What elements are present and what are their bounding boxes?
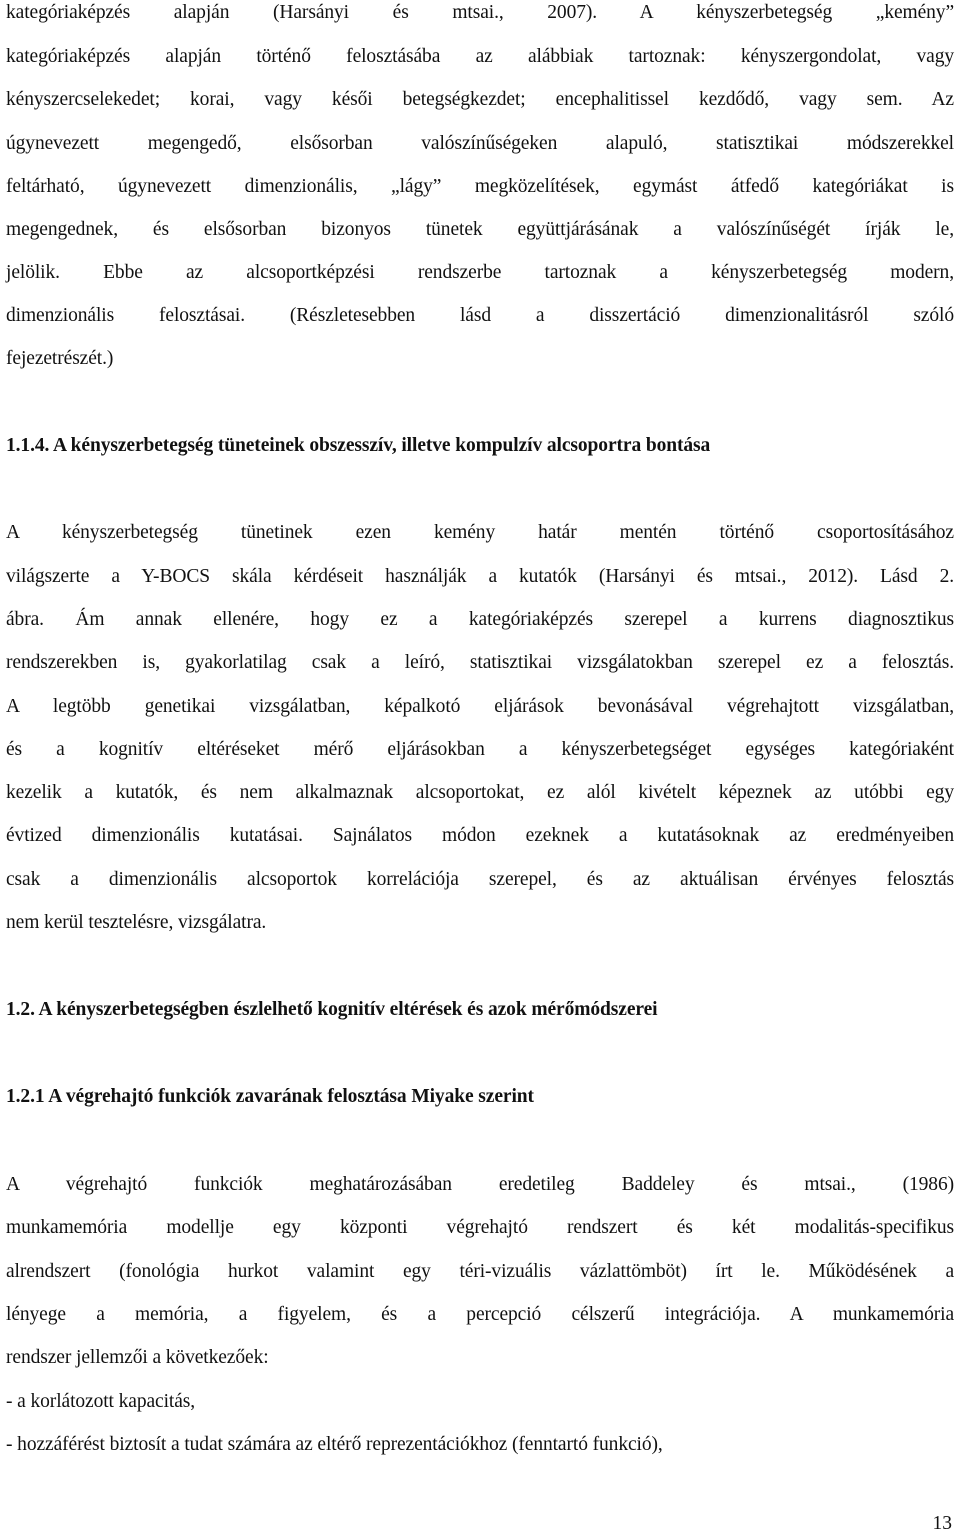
text-line: dimenzionális felosztásai. (Részletesebben lásd a disszertáció dimenzionalitásról szóló — [6, 305, 954, 326]
text-line: világszerte a Y-BOCS skála kérdéseit használják a kutatók (Harsányi és mtsai., 2012). Lásd 2. — [6, 566, 954, 587]
text-line: A végrehajtó funkciók meghatározásában eredetileg Baddeley és mtsai., (1986) — [6, 1174, 954, 1195]
text-line: A legtöbb genetikai vizsgálatban, képalkotó eljárások bevonásával végrehajtott vizsgálatban, — [6, 696, 954, 717]
text-line: úgynevezett megengedő, elsősorban valószínűségeken alapuló, statisztikai módszerekkel — [6, 133, 954, 154]
text-line: munkamemória modellje egy központi végrehajtó rendszert és két modalitás-specifikus — [6, 1217, 954, 1238]
text-line: A kényszerbetegség tünetinek ezen kemény határ mentén történő csoportosításához — [6, 522, 954, 543]
list-item: - hozzáférést biztosít a tudat számára az eltérő reprezentációkhoz (fenntartó funkció), — [6, 1434, 663, 1455]
text-line: megengednek, és elsősorban bizonyos tünetek együttjárásának a valószínűségét írják le, — [6, 219, 954, 240]
text-line: lényege a memória, a figyelem, és a percepció célszerű integrációja. A munkamemória — [6, 1304, 954, 1325]
text-line: évtized dimenzionális kutatásai. Sajnálatos módon ezeknek a kutatásoknak az eredményeiben — [6, 825, 954, 846]
text-line: jelölik. Ebbe az alcsoportképzési rendszerbe tartoznak a kényszerbetegség modern, — [6, 262, 954, 283]
text-line: rendszerekben is, gyakorlatilag csak a leíró, statisztikai vizsgálatokban szerepel ez a felosztás. — [6, 652, 954, 673]
text-line: ábra. Ám annak ellenére, hogy ez a kategóriaképzés szerepel a kurrens diagnosztikus — [6, 609, 954, 630]
text-line: feltárható, úgynevezett dimenzionális, „lágy” megközelítések, egymást átfedő kategóriákat is — [6, 176, 954, 197]
text-line: kényszercselekedet; korai, vagy késői betegségkezdet; encephalitissel kezdődő, vagy sem. Az — [6, 89, 954, 110]
text-line: kategóriaképzés alapján történő felosztásába az alábbiak tartoznak: kényszergondolat, vagy — [6, 46, 954, 67]
text-line: kategóriaképzés alapján (Harsányi és mtsai., 2007). A kényszerbetegség „kemény” — [6, 2, 954, 23]
text-line: alrendszert (fonológia hurkot valamint egy téri-vizuális vázlattömböt) írt le. Működésének a — [6, 1261, 954, 1282]
text-line: csak a dimenzionális alcsoportok korrelációja szerepel, és az aktuálisan érvényes felosztás — [6, 869, 954, 890]
text-line: kezelik a kutatók, és nem alkalmaznak alcsoportokat, ez alól kivételt képeznek az utóbbi egy — [6, 782, 954, 803]
text-line: rendszer jellemzői a következőek: — [6, 1347, 269, 1368]
list-item: - a korlátozott kapacitás, — [6, 1391, 196, 1412]
section-heading-1-2-1: 1.2.1 A végrehajtó funkciók zavarának felosztása Miyake szerint — [6, 1086, 534, 1107]
page-number: 13 — [932, 1513, 952, 1534]
section-heading-1-1-4: 1.1.4. A kényszerbetegség tüneteinek obszesszív, illetve kompulzív alcsoportra bontása — [6, 435, 711, 456]
text-line: és a kognitív eltéréseket mérő eljárásokban a kényszerbetegséget egységes kategóriaként — [6, 739, 954, 760]
text-line: fejezetrészét.) — [6, 348, 114, 369]
section-heading-1-2: 1.2. A kényszerbetegségben észlelhető kognitív eltérések és azok mérőmódszerei — [6, 999, 658, 1020]
text-line: nem kerül tesztelésre, vizsgálatra. — [6, 912, 267, 933]
